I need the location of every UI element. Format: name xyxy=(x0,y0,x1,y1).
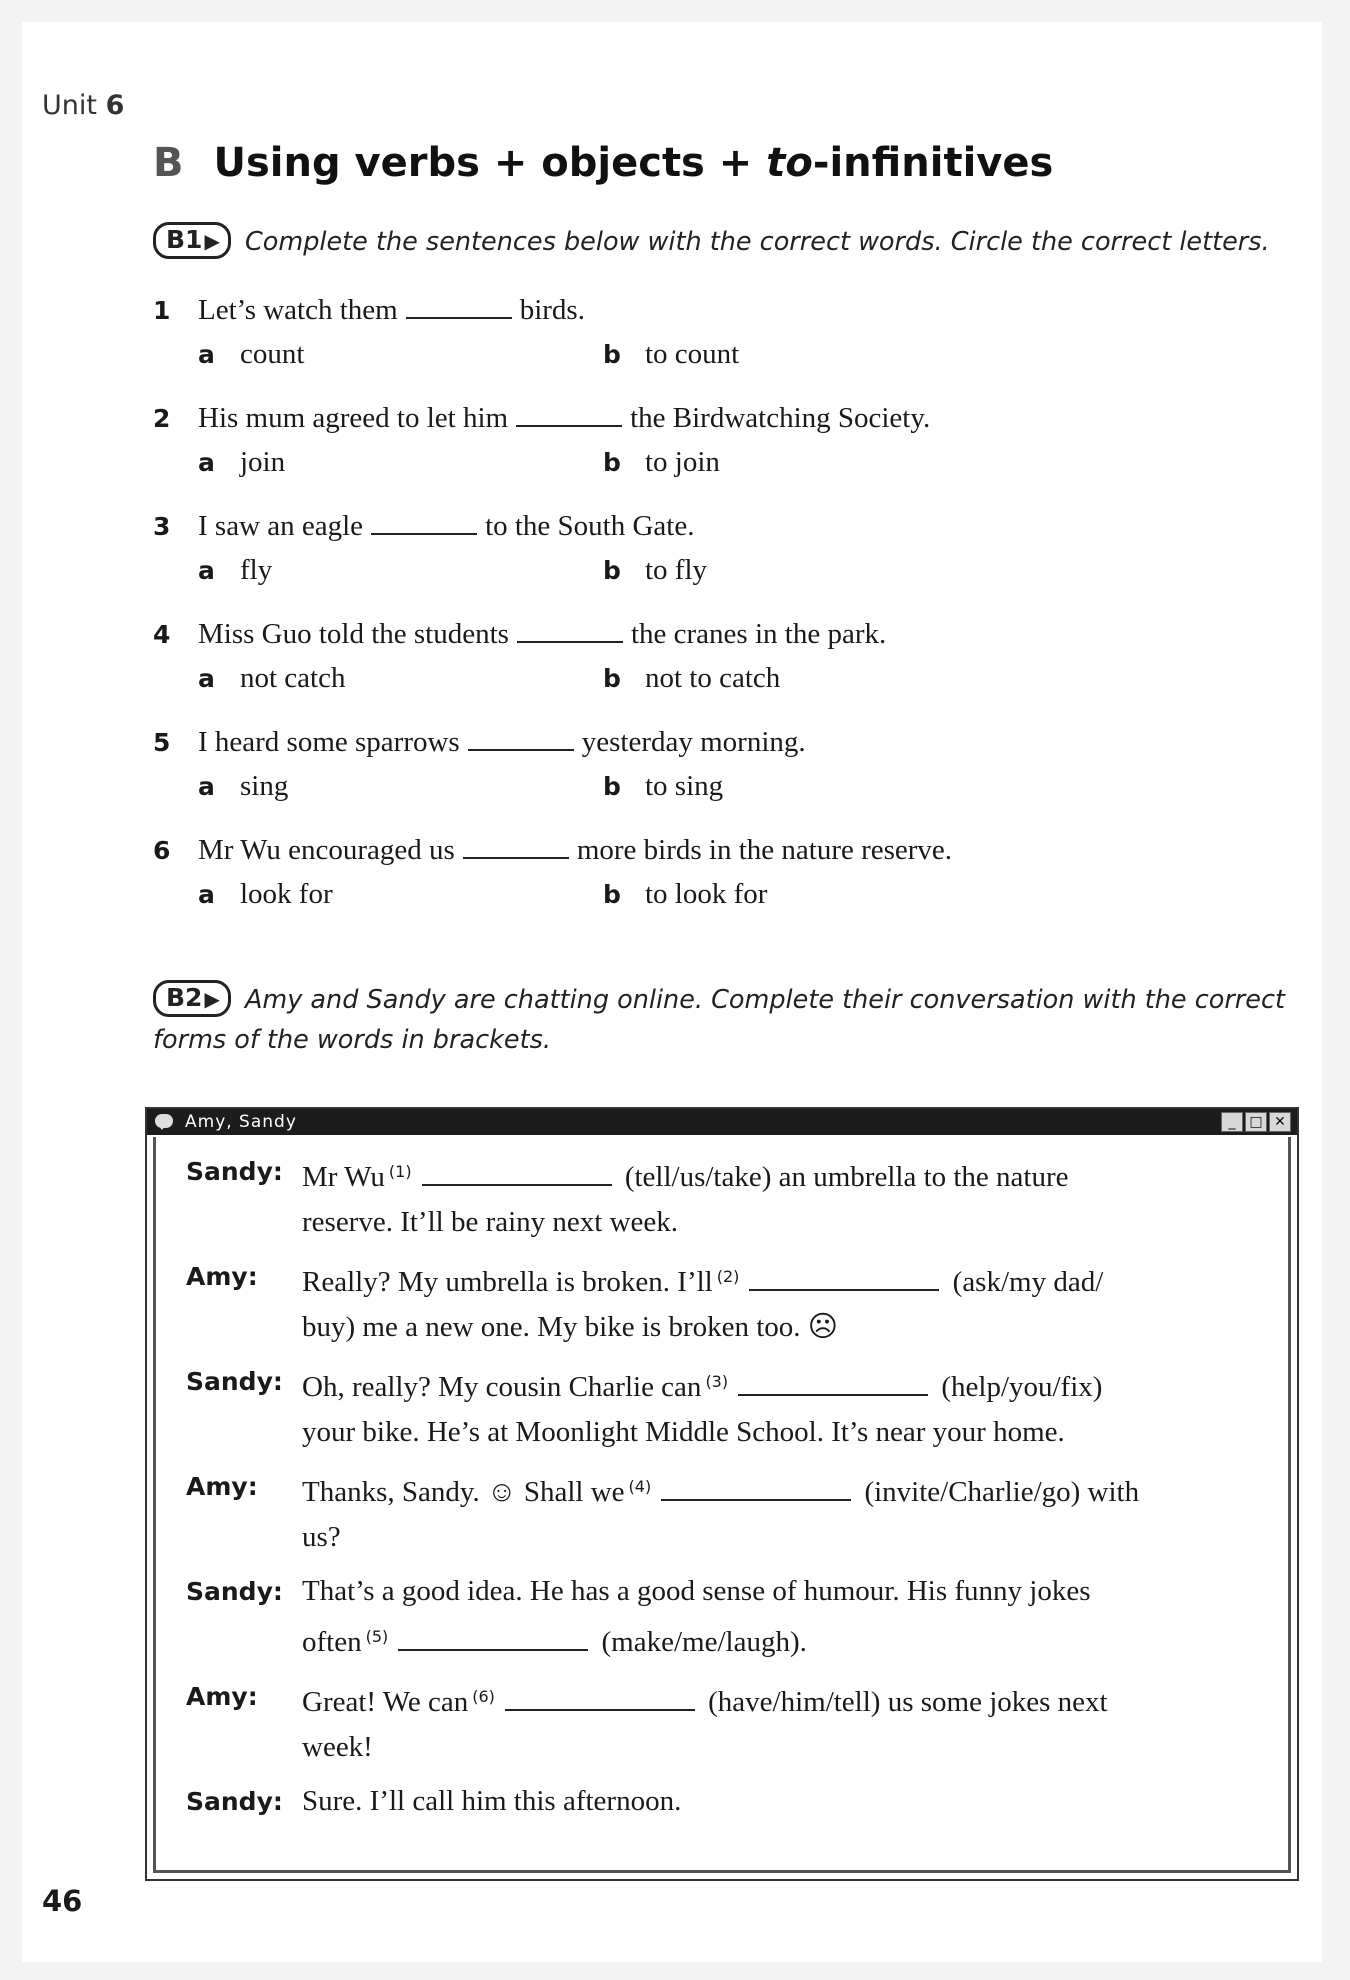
option-text: join xyxy=(240,446,286,478)
chat-window xyxy=(145,1107,1299,1881)
message-text: (invite/Charlie/go) with xyxy=(864,1476,1140,1508)
option-letter: b xyxy=(603,880,621,909)
question-number: 4 xyxy=(153,620,171,649)
option-text: to fly xyxy=(645,554,708,586)
option-b[interactable] xyxy=(603,656,780,701)
answer-blank[interactable] xyxy=(463,835,569,859)
option-text: to sing xyxy=(645,770,724,802)
question-text-after: birds. xyxy=(519,294,585,326)
unit-text: Unit xyxy=(42,90,97,121)
option-a[interactable] xyxy=(198,872,333,917)
option-letter: b xyxy=(603,556,621,585)
chat-message xyxy=(186,1254,1276,1350)
section-letter: B xyxy=(153,140,184,186)
b2-badge-label: B2 xyxy=(166,983,203,1012)
question-text-before: I saw an eagle xyxy=(198,510,364,542)
answer-blank[interactable] xyxy=(517,619,623,643)
question-6 xyxy=(153,828,1203,916)
speaker-name: Amy: xyxy=(186,1682,258,1711)
unit-label xyxy=(42,90,124,121)
blank-number: (5) xyxy=(365,1627,389,1646)
question-text-after: more birds in the nature reserve. xyxy=(576,834,953,866)
question-text-after: the Birdwatching Society. xyxy=(630,402,931,434)
message-text: buy) me a new one. My bike is broken too. ☹ xyxy=(302,1311,839,1343)
chat-titlebar xyxy=(147,1109,1297,1135)
blank-number: (1) xyxy=(388,1162,412,1181)
title-main: Using verbs + objects + xyxy=(213,140,767,186)
question-text-before: I heard some sparrows xyxy=(198,726,460,758)
option-a[interactable] xyxy=(198,764,288,809)
play-arrow-icon: ▶ xyxy=(204,229,220,253)
message-text: week! xyxy=(302,1731,373,1763)
question-text-after: yesterday morning. xyxy=(581,726,806,758)
question-number: 6 xyxy=(153,836,171,865)
message-text: That’s a good idea. He has a good sense of humour. His funny jokes xyxy=(302,1575,1091,1607)
question-number: 1 xyxy=(153,296,171,325)
option-b[interactable] xyxy=(603,332,739,377)
b2-instruction-line1: Amy and Sandy are chatting online. Complete their conversation with the correct xyxy=(244,985,1285,1015)
answer-blank[interactable] xyxy=(422,1162,612,1186)
option-b[interactable] xyxy=(603,548,707,593)
option-text: sing xyxy=(240,770,289,802)
option-letter: a xyxy=(198,664,215,693)
message-text: us? xyxy=(302,1521,341,1553)
option-letter: b xyxy=(603,448,621,477)
option-letter: a xyxy=(198,556,215,585)
message-text: Great! We can xyxy=(302,1686,469,1718)
page-number: 46 xyxy=(42,1884,83,1918)
message-text: Really? My umbrella is broken. I’ll xyxy=(302,1266,713,1298)
b2-badge xyxy=(153,980,231,1017)
answer-blank[interactable] xyxy=(371,511,477,535)
unit-number: 6 xyxy=(105,90,125,121)
chat-window-title: Amy, Sandy xyxy=(185,1112,297,1132)
option-text: look for xyxy=(240,878,333,910)
question-5 xyxy=(153,720,1203,808)
b1-instruction-text: Complete the sentences below with the correct words. Circle the correct letters. xyxy=(244,227,1270,257)
close-icon[interactable]: ✕ xyxy=(1269,1112,1291,1132)
option-a[interactable] xyxy=(198,440,285,485)
message-text: (have/him/tell) us some jokes next xyxy=(708,1686,1108,1718)
option-letter: b xyxy=(603,340,621,369)
option-text: count xyxy=(240,338,305,370)
message-text: (ask/my dad/ xyxy=(952,1266,1104,1298)
option-letter: b xyxy=(603,772,621,801)
option-b[interactable] xyxy=(603,764,723,809)
answer-blank[interactable] xyxy=(661,1477,851,1501)
chat-message xyxy=(186,1779,1276,1824)
answer-blank[interactable] xyxy=(468,727,574,751)
chat-message xyxy=(186,1674,1276,1770)
blank-number: (4) xyxy=(628,1477,652,1496)
chat-bubble-icon xyxy=(155,1114,173,1128)
speaker-name: Sandy: xyxy=(186,1157,283,1186)
blank-number: (6) xyxy=(472,1687,495,1706)
option-text: to count xyxy=(645,338,740,370)
blank-number: (3) xyxy=(705,1372,729,1391)
section-title xyxy=(153,140,1053,186)
answer-blank[interactable] xyxy=(505,1687,695,1711)
option-text: to join xyxy=(645,446,720,478)
option-letter: a xyxy=(198,340,215,369)
b1-badge xyxy=(153,222,231,259)
message-text: Thanks, Sandy. ☺ Shall we xyxy=(302,1476,625,1508)
speaker-name: Amy: xyxy=(186,1472,258,1501)
message-text: (make/me/laugh). xyxy=(601,1626,807,1658)
play-arrow-icon: ▶ xyxy=(204,987,220,1011)
answer-blank[interactable] xyxy=(738,1372,928,1396)
option-letter: a xyxy=(198,448,215,477)
minimize-icon[interactable]: _ xyxy=(1221,1112,1243,1132)
b2-instruction-line2: forms of the words in brackets. xyxy=(153,1025,551,1055)
workbook-page xyxy=(22,22,1322,1962)
option-text: fly xyxy=(240,554,273,586)
chat-message xyxy=(186,1149,1276,1245)
question-text-after: to the South Gate. xyxy=(485,510,695,542)
b1-instruction xyxy=(153,222,1293,262)
chat-body xyxy=(153,1137,1291,1873)
blank-number: (2) xyxy=(716,1267,740,1286)
question-text-before: Mr Wu encouraged us xyxy=(198,834,455,866)
question-3 xyxy=(153,504,1203,592)
option-a[interactable] xyxy=(198,548,272,593)
question-number: 5 xyxy=(153,728,171,757)
b2-instruction xyxy=(153,980,1293,1060)
chat-message xyxy=(186,1569,1276,1665)
message-text: often xyxy=(302,1626,362,1658)
option-b[interactable] xyxy=(603,440,720,485)
question-2 xyxy=(153,396,1203,484)
window-controls xyxy=(1219,1112,1291,1132)
message-text: Sure. I’ll call him this afternoon. xyxy=(302,1785,682,1817)
option-a[interactable] xyxy=(198,656,345,701)
answer-blank[interactable] xyxy=(398,1627,588,1651)
question-text-before: His mum agreed to let him xyxy=(198,402,509,434)
speaker-name: Sandy: xyxy=(186,1367,283,1396)
option-text: not to catch xyxy=(645,662,781,694)
question-text-before: Let’s watch them xyxy=(198,294,398,326)
b1-badge-label: B1 xyxy=(166,225,203,254)
option-text: to look for xyxy=(645,878,768,910)
question-4 xyxy=(153,612,1203,700)
question-number: 2 xyxy=(153,404,171,433)
maximize-icon[interactable]: □ xyxy=(1245,1112,1267,1132)
option-text: not catch xyxy=(240,662,346,694)
answer-blank[interactable] xyxy=(749,1267,939,1291)
message-text: Oh, really? My cousin Charlie can xyxy=(302,1371,702,1403)
speaker-name: Sandy: xyxy=(186,1577,283,1606)
chat-message xyxy=(186,1359,1276,1455)
chat-message xyxy=(186,1464,1276,1560)
message-text: (help/you/fix) xyxy=(941,1371,1103,1403)
option-a[interactable] xyxy=(198,332,304,377)
answer-blank[interactable] xyxy=(406,295,512,319)
title-italic: to xyxy=(766,140,813,186)
speaker-name: Amy: xyxy=(186,1262,258,1291)
option-b[interactable] xyxy=(603,872,767,917)
title-rest: -infinitives xyxy=(812,140,1054,186)
option-letter: a xyxy=(198,880,215,909)
question-number: 3 xyxy=(153,512,171,541)
question-text-before: Miss Guo told the students xyxy=(198,618,509,650)
message-text: (tell/us/take) an umbrella to the nature xyxy=(624,1161,1069,1193)
question-1 xyxy=(153,288,1203,376)
option-letter: b xyxy=(603,664,621,693)
message-text: Mr Wu xyxy=(302,1161,385,1193)
question-text-after: the cranes in the park. xyxy=(630,618,887,650)
option-letter: a xyxy=(198,772,215,801)
speaker-name: Sandy: xyxy=(186,1787,283,1816)
message-text: your bike. He’s at Moonlight Middle School. It’s near your home. xyxy=(302,1416,1065,1448)
answer-blank[interactable] xyxy=(516,403,622,427)
message-text: reserve. It’ll be rainy next week. xyxy=(302,1206,679,1238)
